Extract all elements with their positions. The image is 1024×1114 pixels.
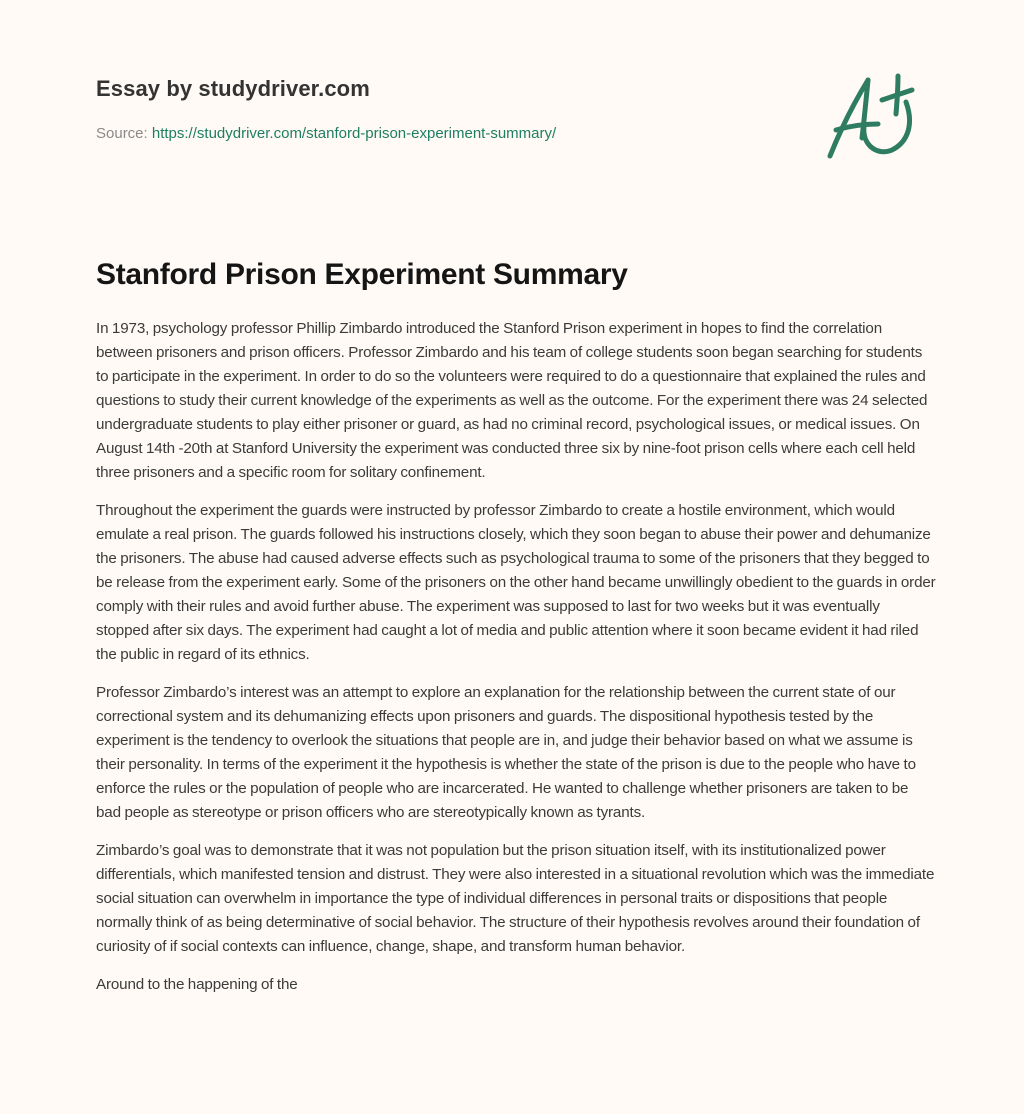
source-label: Source:	[96, 125, 148, 142]
essay-paragraph: In 1973, psychology professor Phillip Zimbardo introduced the Stanford Prison experiment in hopes to find the correlation between prisoners and prison officers. Professor Zimbardo and his team of college students soon began searching for students to participate in the experiment. In order to do so the volunteers were required to do a questionnaire that explained the rules and questions to study their current knowledge of the experiments as well as the outcome. For the experiment there was 24 selected undergraduate students to play either prisoner or guard, as had no criminal record, psychological issues, or medical issues. On August 14th -20th at Stanford University the experiment was conducted three six by nine-foot prison cells where each cell held three prisoners and a specific room for solitary confinement.	[96, 320, 928, 481]
source-link[interactable]: https://studydriver.com/stanford-prison-experiment-summary/	[151, 125, 557, 142]
essay-title: Stanford Prison Experiment Summary	[96, 258, 628, 291]
source-line	[96, 124, 796, 144]
essay-header	[96, 74, 796, 144]
essay-paragraph: Throughout the experiment the guards were instructed by professor Zimbardo to create a hostile environment, which would emulate a real prison. The guards followed his instructions closely, which they soon began to abuse their power and dehumanize the prisoners. The abuse had caused adverse effects such as psychological trauma to some of the prisoners that they begged to be release from the experiment early. Some of the prisoners on the other hand became unwillingly obedient to the guards in order comply with their rules and avoid further abuse. The experiment was supposed to last for two weeks but it was eventually stopped after six days. The experiment had caught a lot of media and public attention where it soon became evident it had riled the public in regard of its ethnics.	[96, 502, 936, 663]
essay-paragraph: Zimbardo’s goal was to demonstrate that it was not population but the prison situation itself, with its institutionalized power differentials, which manifested tension and distrust. They were also interested in a situational revolution which was the immediate social situation can overwhelm in importance the type of individual differences in personal traits or dispositions that people normally think of as being determinative of social behavior. The structure of their hypothesis revolves around their foundation of curiosity of if social contexts can influence, change, shape, and transform human behavior.	[96, 842, 935, 955]
essay-article	[96, 255, 936, 1011]
essay-paragraph-truncated: Around to the happening of the	[96, 976, 298, 993]
a-plus-grade-icon	[820, 66, 930, 166]
essay-paragraph: Professor Zimbardo’s interest was an attempt to explore an explanation for the relationship between the current state of our correctional system and its dehumanizing effects upon prisoners and guards. The dispositional hypothesis tested by the experiment is the tendency to overlook the situations that people are in, and judge their behavior based on what we assume is their personality. In terms of the experiment it the hypothesis is whether the state of the prison is due to the people who have to enforce the rules or the population of people who are incarcerated. He wanted to challenge whether prisoners are taken to be bad people as stereotype or prison officers who are stereotypically known as tyrants.	[96, 684, 916, 821]
brand-title: Essay by studydriver.com	[96, 76, 370, 101]
